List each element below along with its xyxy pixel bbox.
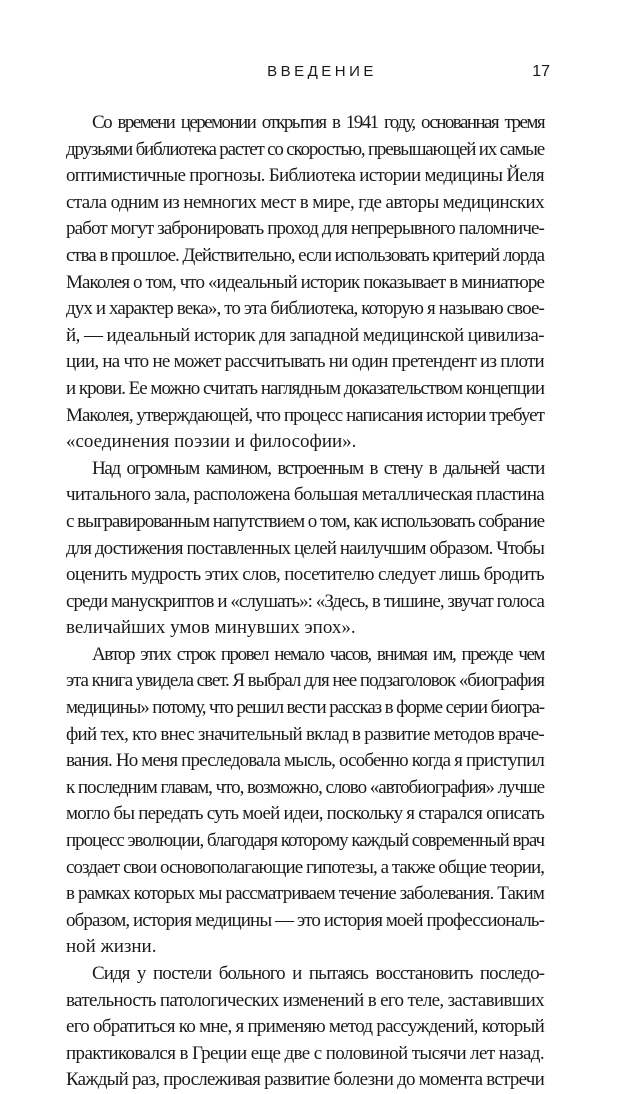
text-line: Каждый раз, прослеживая развитие болезни до момента встречи (66, 1069, 544, 1091)
text-line: создает свои основополагающие гипотезы, а также общие теории, (66, 856, 544, 878)
text-line: Маколея о том, что «идеальный историк показывает в миниатюре (66, 271, 545, 293)
text-line: вания. Но меня преследовала мысль, особенно когда я приступил (66, 750, 544, 772)
text-line: в рамках которых мы рассматриваем течение заболевания. Таким (66, 883, 544, 905)
text-line: Сидя у постели больного и пытаясь восстановить последо- (92, 963, 544, 984)
text-line: вательность патологических изменений в его теле, заставивших (66, 989, 544, 1011)
text-line: дух и характер века», то эта библиотека, которую я называю свое- (66, 298, 544, 320)
text-line: «соединения поэзии и философии». (66, 431, 357, 453)
running-title: ВВЕДЕНИЕ (267, 63, 377, 80)
text-line: процесс эволюции, благодаря которому каждый современный врач (66, 830, 544, 852)
page-number: 17 (532, 63, 550, 80)
paragraph (66, 642, 544, 961)
text-line: оптимистичные прогнозы. Библиотека истории медицины Йеля (66, 165, 544, 187)
text-line: и крови. Ее можно считать наглядным доказательством концепции (66, 377, 544, 399)
text-line: читального зала, расположена большая металлическая пластина (66, 484, 544, 506)
text-line: для достижения поставленных целей наилучшим образом. Чтобы (66, 537, 544, 559)
text-line: медицины» потому, что решил вести рассказ в форме серии биогра- (66, 697, 544, 719)
text-line: ства в прошлое. Действительно, если использовать критерий лорда (66, 244, 544, 266)
text-line: друзьями библиотека растет со скоростью, превышающей их самые (66, 138, 544, 160)
text-line: его обратиться ко мне, я применяю метод рассуждений, который (66, 1016, 544, 1038)
text-line: эта книга увидела свет. Я выбрал для нее подзаголовок «биография (66, 670, 544, 692)
paragraph (66, 110, 544, 456)
text-line: Автор этих строк провел немало часов, внимая им, прежде чем (92, 643, 544, 665)
text-line: с выгравированным напутствием о том, как использовать собрание (66, 510, 544, 532)
text-line: практиковался в Греции еще две с половиной тысячи лет назад. (66, 1042, 544, 1064)
paragraph (66, 961, 544, 1094)
text-line: могло бы передать суть моей идеи, поскольку я старался описать (66, 803, 544, 825)
text-line: величайших умов минувших эпох». (66, 617, 356, 639)
text-line: работ могут забронировать проход для непрерывного паломниче- (66, 218, 545, 240)
text-line: Со времени церемонии открытия в 1941 году, основанная тремя (92, 112, 544, 133)
text-line: ной жизни. (66, 936, 157, 958)
text-line: оценить мудрость этих слов, посетителю следует лишь бродить (66, 564, 544, 586)
page-header (0, 60, 644, 84)
text-line: к последним главам, что, возможно, слово «автобиография» лучше (66, 776, 544, 798)
text-line: Маколея, утверждающей, что процесс написания истории требует (66, 404, 544, 426)
paragraph (66, 456, 544, 642)
body-text (66, 110, 544, 1094)
text-line: ции, на что не может рассчитывать ни один претендент из плоти (66, 351, 544, 373)
text-line: Над огромным камином, встроенным в стену в дальней части (92, 457, 544, 479)
text-line: среди манускриптов и «слушать»: «Здесь, в тишине, звучат голоса (66, 590, 544, 612)
text-line: образом, история медицины — это история моей профессиональ- (66, 909, 544, 931)
text-line: фий тех, кто внес значительный вклад в развитие методов враче- (66, 723, 544, 745)
text-line: й, — идеальный историк для западной медицинской цивилиза- (66, 324, 544, 346)
text-line: стала одним из немногих мест в мире, где авторы медицинских (66, 191, 544, 213)
